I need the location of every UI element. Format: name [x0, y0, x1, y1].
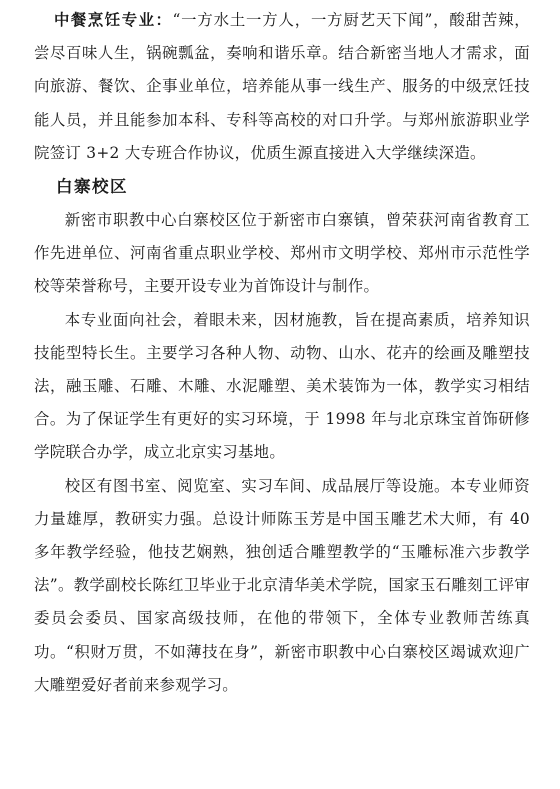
baizhai-campus-heading: 白寨校区 [56, 177, 128, 197]
baizhai-facilities-paragraph: 校区有图书室、阅览室、实习车间、成品展厅等设施。本专业师资力量雄厚，教研实力强。总设计师陈玉芳是中国玉雕艺术大师，有 40 多年教学经验，他技艺娴熟，独创适合雕塑教学的“玉雕标准六步教学法”。教学副校长陈红卫毕业于北京清华美术学院，国家玉石雕刻工评审委员会委员、国家高级技师，在他的带领下，全体专业教师苦练真功。“积财万贯，不如薄技在身”，新密市职教中心白寨校区竭诚欢迎广大雕塑爱好者前来参观学习。 [34, 476, 530, 694]
cooking-major-paragraph [34, 4, 530, 170]
cooking-major-text: “一方水土一方人，一方厨艺天下闻”，酸甜苦辣，尝尽百味人生，锅碗瓢盆，奏响和谐乐章。结合新密当地人才需求，面向旅游、餐饮、企事业单位，培养能从事一线生产、服务的中级烹饪技能人员，并且能参加本科、专科等高校的对口升学。与郑州旅游职业学院签订 3+2 大专班合作协议，优质生源直接进入大学继续深造。 [34, 11, 530, 162]
baizhai-intro-paragraph: 新密市职教中心白寨校区位于新密市白寨镇，曾荣获河南省教育工作先进单位、河南省重点职业学校、郑州市文明学校、郑州市示范性学校等荣誉称号，主要开设专业为首饰设计与制作。 [34, 211, 530, 296]
baizhai-major-paragraph: 本专业面向社会，着眼未来，因材施教，旨在提高素质，培养知识技能型特长生。主要学习各种人物、动物、山水、花卉的绘画及雕塑技法，融玉雕、石雕、木雕、水泥雕塑、美术装饰为一体，教学实习相结合。为了保证学生有更好的实习环境，于 1998 年与北京珠宝首饰研修学院联合办学，成立北京实习基地。 [34, 310, 530, 462]
cooking-major-title: 中餐烹饪专业： [54, 11, 173, 29]
